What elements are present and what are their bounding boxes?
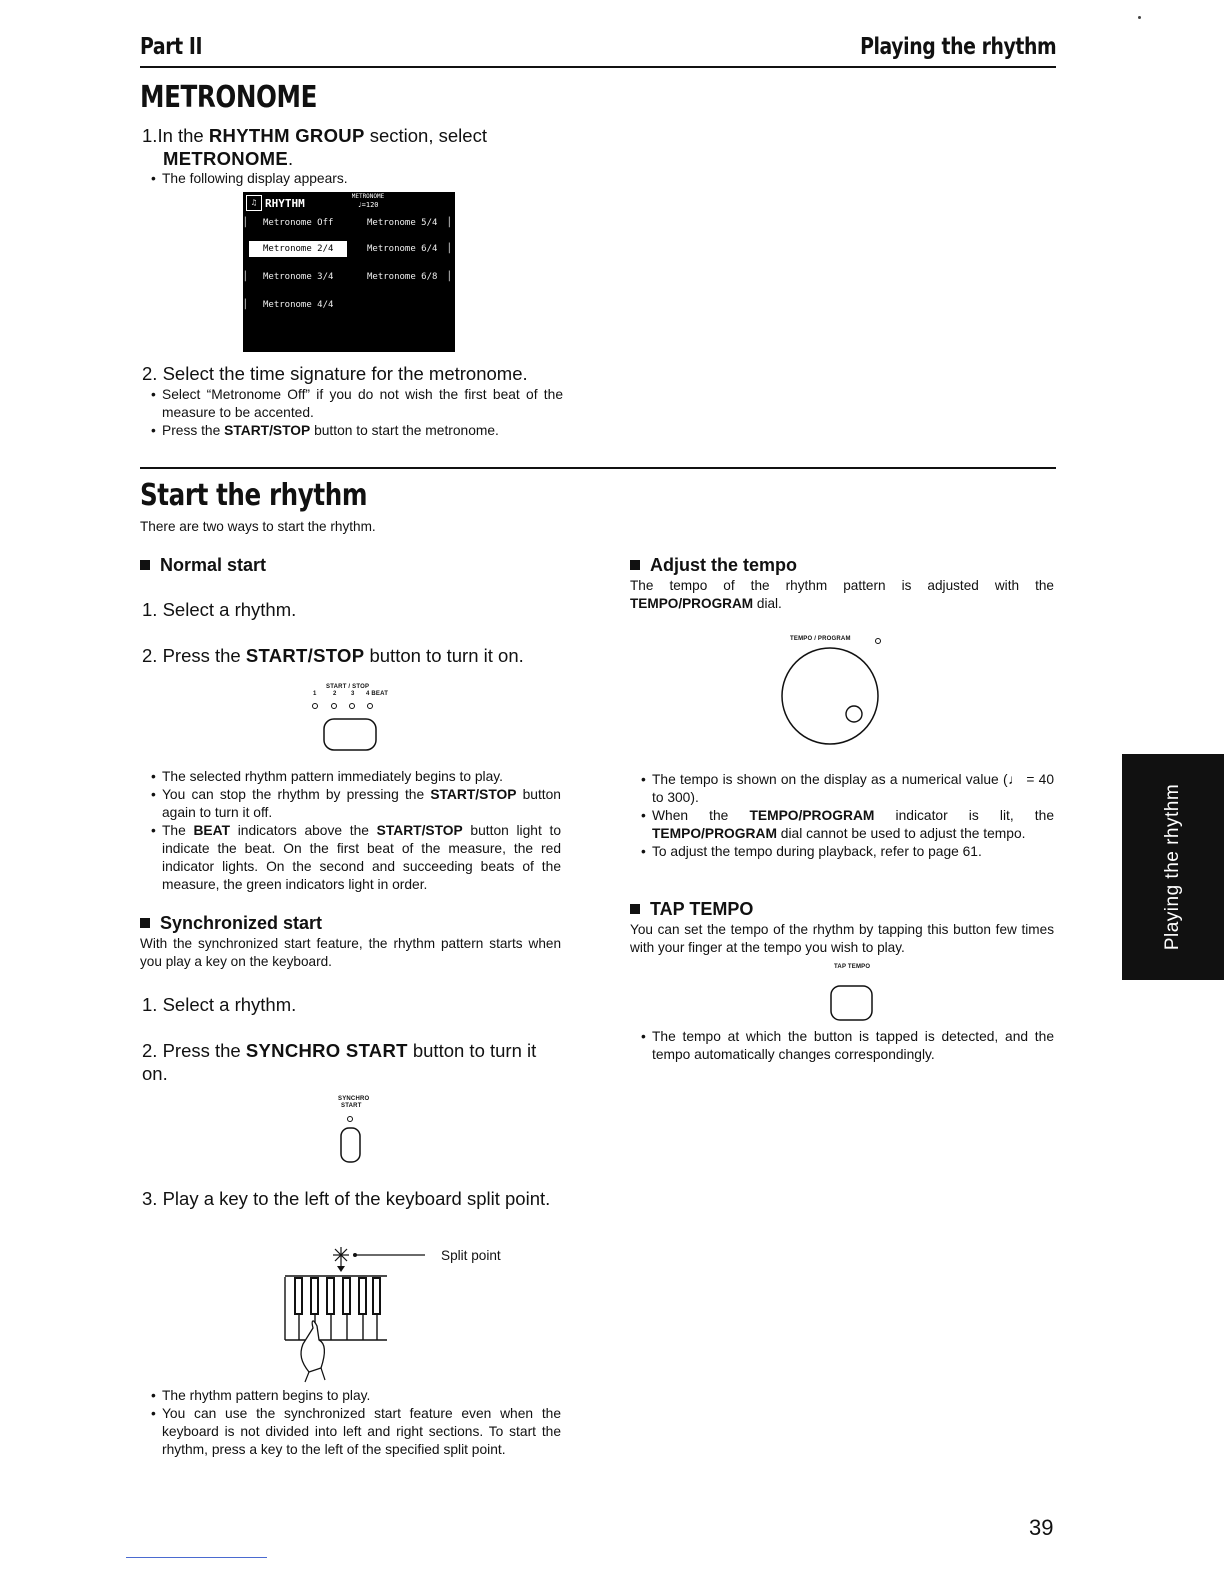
tap-tempo-button-drawing (822, 964, 882, 1024)
sync-bullets (151, 1387, 561, 1459)
metronome-step1-notes (151, 170, 571, 188)
lcd-item-6-4: Metronome 6/4 (367, 244, 438, 254)
normal-bullet-3: • The BEAT indicators above the START/STOP button light to indicate the beat. On the first beat of the measure, the red indicator lights. On the second and succeeding beats of the measure, the green indicators light in order. (151, 822, 561, 894)
metronome-heading: METRONOME (140, 80, 318, 115)
lcd-top-label: METRONOME (351, 193, 385, 200)
tap-tempo-label: TAP TEMPO (834, 964, 871, 970)
lcd-item-6-8: Metronome 6/8 (367, 272, 438, 282)
split-point-label: Split point (441, 1248, 501, 1263)
sync-bullet-2: • You can use the synchronized start feature even when the keyboard is not divided into left and right sections. To start the rhythm, press a key to the left of the specified split point. (151, 1405, 561, 1459)
sync-bullet-1: • The rhythm pattern begins to play. (151, 1387, 561, 1405)
section-rule (140, 467, 1056, 469)
keyboard-drawing (283, 1244, 523, 1384)
normal-start-bullets (151, 768, 561, 894)
tap-tempo-bullets (641, 1028, 1054, 1064)
display-note: • The following display appears. (151, 170, 571, 188)
tempo-dial-drawing (770, 634, 890, 750)
normal-step-2: 2. Press the START/STOP button to turn it on. (142, 645, 524, 666)
tap-tempo-figure (822, 964, 882, 1024)
lcd-item-3-4: Metronome 3/4 (263, 272, 334, 282)
sync-step-2: 2. Press the SYNCHRO START button to turn it on. (142, 1040, 537, 1084)
lcd-item-2-4: Metronome 2/4 (263, 244, 334, 254)
tempo-dial-label: TEMPO / PROGRAM (790, 636, 851, 642)
tempo-bullet-2: • When the TEMPO/PROGRAM indicator is lit, the TEMPO/PROGRAM dial cannot be used to adjust the tempo. (641, 807, 1054, 843)
metronome-step-1: 1.In the RHYTHM GROUP section, select METRONOME. (142, 125, 487, 169)
synchro-start-figure: SYNCHRO START (332, 1096, 372, 1168)
side-tab-label: Playing the rhythm (1162, 783, 1183, 951)
synchro-start-button-drawing (332, 1096, 372, 1168)
sync-intro: With the synchronized start feature, the rhythm pattern starts when you play a key on the keyboard. (140, 936, 561, 969)
lcd-tempo: ♩=120 (357, 201, 379, 209)
speck (1138, 16, 1141, 19)
tap-tempo-heading: TAP TEMPO (630, 899, 753, 920)
start-stop-figure: START / STOP 1 2 3 4 BEAT (300, 682, 400, 752)
side-tab (1122, 754, 1224, 980)
normal-bullet-1: • The selected rhythm pattern immediately begins to play. (151, 768, 561, 786)
part-label: Part II (140, 34, 203, 60)
tempo-bullet-3: • To adjust the tempo during playback, refer to page 61. (641, 843, 1054, 861)
tap-tempo-intro: You can set the tempo of the rhythm by tapping this button few times with your finger at the tempo you wish to play. (630, 922, 1054, 955)
sync-start-heading: Synchronized start (140, 913, 322, 934)
lcd-display: ♫ RHYTHM METRONOME ♩=120 ▏ Metronome Off Metronome 5/4 ▏ Metronome 2/4 Metronome 6/4 ▏ ▏ Metronome 3/4 Metronome 6/8 ▏ ▏ Metronome 4/4 (243, 192, 455, 352)
sync-step-3: 3. Play a key to the left of the keyboard split point. (142, 1188, 551, 1209)
tap-bullet-1: • The tempo at which the button is tapped is detected, and the tempo automatically changes correspondingly. (641, 1028, 1054, 1064)
tempo-bullet-1: • The tempo is shown on the display as a numerical value (♩ = 40 to 300). (641, 771, 1054, 807)
start-stop-fig-label: START / STOP (326, 684, 370, 690)
split-point-figure (283, 1244, 523, 1384)
normal-start-heading: Normal start (140, 555, 266, 576)
lcd-title: RHYTHM (265, 197, 305, 210)
lcd-item-4-4: Metronome 4/4 (263, 300, 334, 310)
lcd-item-off: Metronome Off (263, 218, 334, 228)
rhythm-icon: ♫ (246, 195, 262, 211)
start-stop-note: • Press the START/STOP button to start the metronome. (151, 422, 563, 440)
tempo-heading: Adjust the tempo (630, 555, 797, 576)
tempo-bullets (641, 771, 1054, 861)
page-number: 39 (1029, 1515, 1054, 1540)
metronome-off-note: • Select “Metronome Off” if you do not wish the first beat of the measure to be accented. (151, 386, 563, 422)
sync-step-1: 1. Select a rhythm. (142, 994, 297, 1015)
start-stop-button-drawing (300, 682, 400, 752)
tempo-dial-figure (770, 634, 890, 750)
lcd-item-5-4: Metronome 5/4 (367, 218, 438, 228)
metronome-step2-notes (151, 386, 563, 440)
tempo-intro: The tempo of the rhythm pattern is adjusted with the TEMPO/PROGRAM dial. (630, 578, 1054, 611)
normal-bullet-2: • You can stop the rhythm by pressing the START/STOP button again to turn it off. (151, 786, 561, 822)
start-intro: There are two ways to start the rhythm. (140, 519, 376, 534)
header-rule (140, 66, 1056, 68)
metronome-step-2: 2. Select the time signature for the metronome. (142, 363, 528, 384)
start-rhythm-heading: Start the rhythm (140, 478, 368, 513)
running-title: Playing the rhythm (859, 34, 1056, 60)
footer-line (126, 1557, 267, 1558)
normal-step-1: 1. Select a rhythm. (142, 599, 297, 620)
